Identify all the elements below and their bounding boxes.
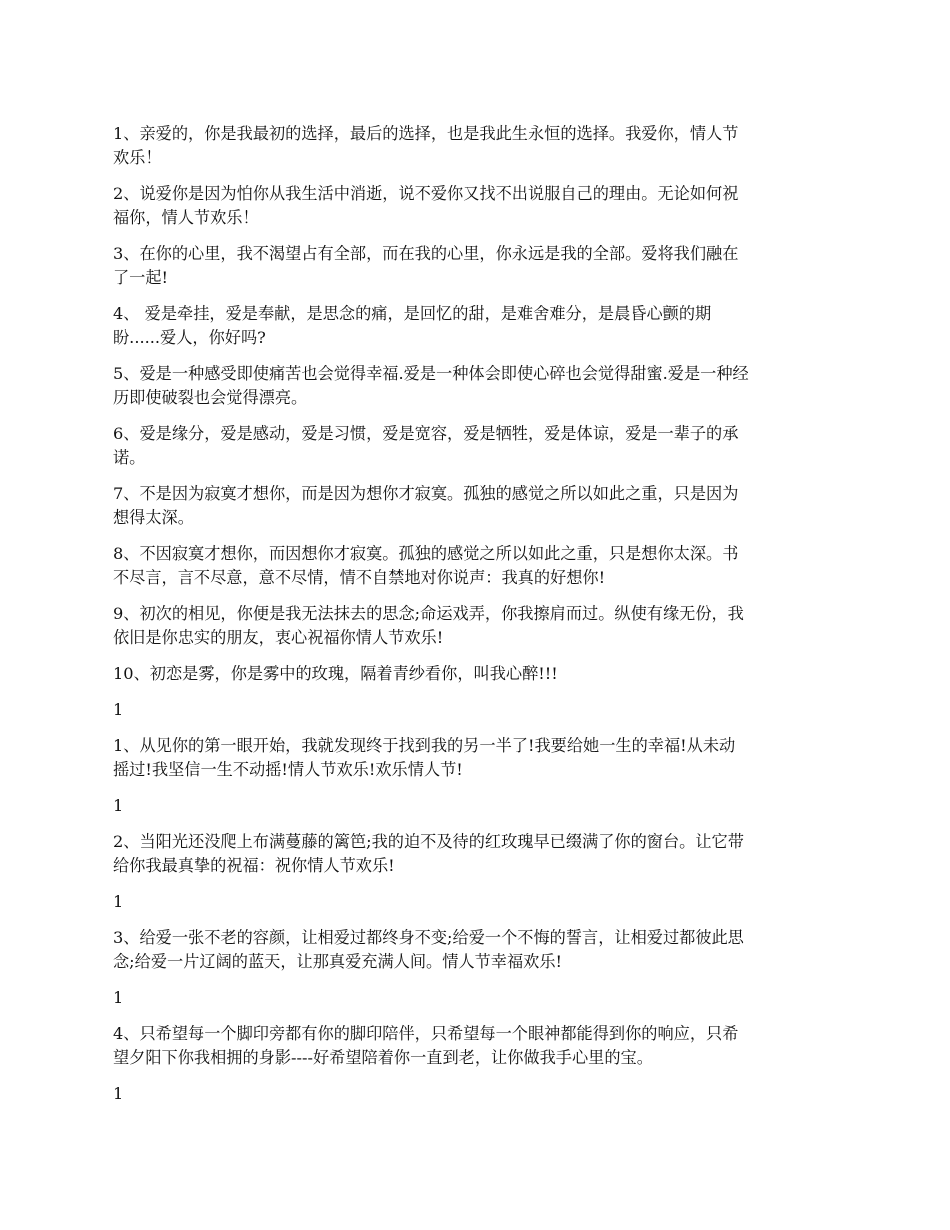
page-number-2: [113, 794, 843, 818]
paragraph-5: [113, 362, 843, 410]
document-page: [113, 122, 843, 1118]
paragraph-9: [113, 602, 843, 650]
page-number-3: [113, 890, 843, 914]
paragraph-5-line-1: 5、爱是一种感受即使痛苦也会觉得幸福.爱是一种体会即使心碎也会觉得甜蜜.爱是一种经: [113, 364, 749, 383]
paragraph-2: [113, 182, 843, 230]
page-number-5: [113, 1082, 843, 1106]
paragraph-8: [113, 542, 843, 590]
page-number-1: [113, 698, 843, 722]
paragraph-14: [113, 1022, 843, 1070]
page-number-text-4: 1: [113, 988, 124, 1007]
paragraph-7-line-2: 想得太深。: [113, 508, 194, 527]
paragraph-1-line-1: 1、亲爱的，你是我最初的选择，最后的选择，也是我此生永恒的选择。我爱你，情人节: [113, 124, 739, 143]
paragraph-3-line-2: 了一起!: [113, 268, 169, 287]
paragraph-12: [113, 830, 843, 878]
paragraph-13-line-1: 3、给爱一张不老的容颜，让相爱过都终身不变;给爱一个不悔的誓言，让相爱过都彼此思: [113, 928, 744, 947]
paragraph-5-line-2: 历即使破裂也会觉得漂亮。: [113, 388, 308, 407]
paragraph-13-line-2: 念;给爱一片辽阔的蓝天，让那真爱充满人间。情人节幸福欢乐!: [113, 952, 563, 971]
paragraph-9-line-1: 9、初次的相见，你便是我无法抹去的思念;命运戏弄，你我擦肩而过。纵使有缘无份，我: [113, 604, 744, 623]
paragraph-1: [113, 122, 843, 170]
page-number-4: [113, 986, 843, 1010]
page-number-text-2: 1: [113, 796, 124, 815]
paragraph-10: [113, 662, 843, 686]
paragraph-8-line-1: 8、不因寂寞才想你，而因想你才寂寞。孤独的感觉之所以如此之重，只是想你太深。书: [113, 544, 739, 563]
paragraph-11-line-2: 摇过!我坚信一生不动摇!情人节欢乐!欢乐情人节!: [113, 760, 463, 779]
paragraph-11-line-1: 1、从见你的第一眼开始，我就发现终于找到我的另一半了!我要给她一生的幸福!从未动: [113, 736, 736, 755]
paragraph-4-line-2: 盼......爱人，你好吗?: [113, 328, 266, 347]
paragraph-3: [113, 242, 843, 290]
paragraph-14-line-2: 望夕阳下你我相拥的身影----好希望陪着你一直到老，让你做我手心里的宝。: [113, 1048, 653, 1067]
paragraph-4: [113, 302, 843, 350]
paragraph-3-line-1: 3、在你的心里，我不渴望占有全部，而在我的心里，你永远是我的全部。爱将我们融在: [113, 244, 739, 263]
page-number-text-3: 1: [113, 892, 124, 911]
paragraph-6: [113, 422, 843, 470]
page-number-text-1: 1: [113, 700, 124, 719]
paragraph-6-line-1: 6、爱是缘分，爱是感动，爱是习惯，爱是宽容，爱是牺牲，爱是体谅，爱是一辈子的承: [113, 424, 739, 443]
page-number-text-5: 1: [113, 1084, 124, 1103]
paragraph-14-line-1: 4、只希望每一个脚印旁都有你的脚印陪伴，只希望每一个眼神都能得到你的响应，只希: [113, 1024, 739, 1043]
paragraph-10-line-1: 10、初恋是雾，你是雾中的玫瑰，隔着青纱看你，叫我心醉!!!: [113, 664, 558, 683]
paragraph-8-line-2: 不尽言，言不尽意，意不尽情，情不自禁地对你说声：我真的好想你!: [113, 568, 606, 587]
paragraph-11: [113, 734, 843, 782]
paragraph-1-line-2: 欢乐！: [113, 148, 162, 167]
paragraph-12-line-2: 给你我最真挚的祝福：祝你情人节欢乐!: [113, 856, 395, 875]
paragraph-4-line-1: 4、 爱是牵挂，爱是奉献，是思念的痛，是回忆的甜，是难舍难分，是晨昏心颤的期: [113, 304, 712, 323]
paragraph-7: [113, 482, 843, 530]
paragraph-9-line-2: 依旧是你忠实的朋友，衷心祝福你情人节欢乐!: [113, 628, 444, 647]
paragraph-2-line-2: 福你，情人节欢乐！: [113, 208, 259, 227]
paragraph-2-line-1: 2、说爱你是因为怕你从我生活中消逝，说不爱你又找不出说服自己的理由。无论如何祝: [113, 184, 739, 203]
paragraph-6-line-2: 诺。: [113, 448, 146, 467]
paragraph-7-line-1: 7、不是因为寂寞才想你，而是因为想你才寂寞。孤独的感觉之所以如此之重，只是因为: [113, 484, 739, 503]
paragraph-12-line-1: 2、当阳光还没爬上布满蔓藤的篱笆;我的迫不及待的红玫瑰早已缀满了你的窗台。让它带: [113, 832, 744, 851]
paragraph-13: [113, 926, 843, 974]
